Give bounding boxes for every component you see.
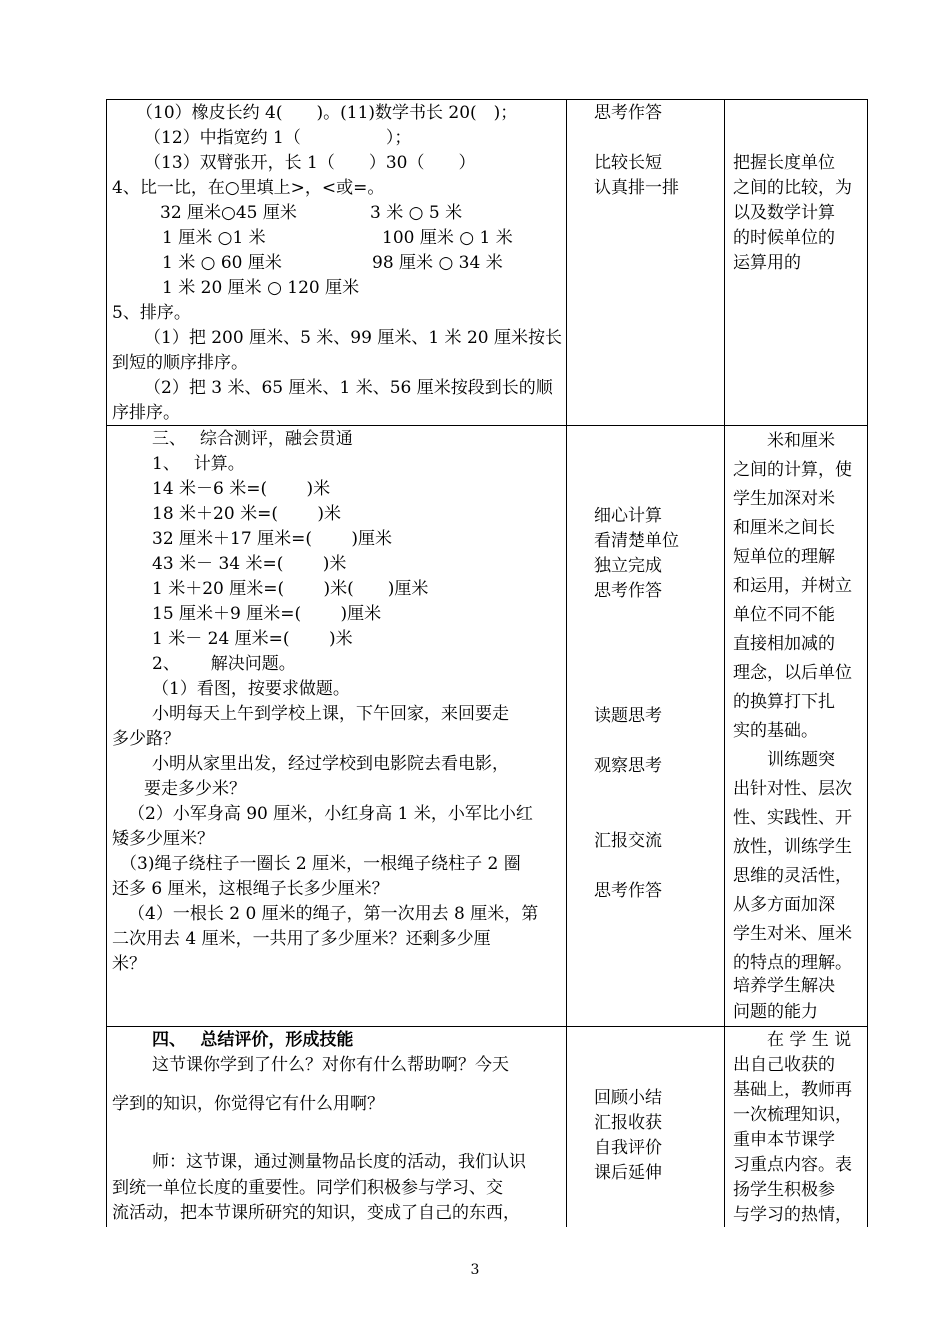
section-heading: 四、 总结评价，形成技能 [152, 1030, 354, 1050]
intent-line: 直接相加减的 [733, 634, 835, 654]
activity-line: 比较长短 [594, 153, 662, 173]
activity-line: 汇报交流 [594, 831, 662, 851]
content-line: 米？ [112, 954, 146, 974]
intent-line: 米和厘米 [767, 431, 835, 451]
row-divider-1 [106, 425, 868, 426]
content-line: 还多 6 厘米，这根绳子长多少厘米？ [112, 879, 389, 899]
intent-line: 之间的计算，使 [733, 460, 852, 480]
content-line: 这节课你学到了什么？对你有什么帮助啊？今天 [152, 1055, 509, 1075]
table-border-top [106, 99, 868, 100]
content-line: 1 厘米 ○1 米 [162, 228, 266, 248]
content-line: （2）小军身高 90 厘米，小红身高 1 米，小军比小红 [128, 804, 533, 824]
content-line: 小明每天上午到学校上课，下午回家，来回要走 [152, 704, 509, 724]
content-line: 到统一单位长度的重要性。同学们积极参与学习、交 [112, 1178, 503, 1198]
content-line: （12）中指宽约 1（ ）； [144, 128, 412, 148]
content-line: 1 米＋20 厘米=( )米( )厘米 [152, 579, 429, 599]
intent-line: 的特点的理解。 [733, 953, 852, 973]
content-line: 师：这节课，通过测量物品长度的活动，我们认识 [152, 1152, 526, 1172]
intent-line: 基础上，教师再 [733, 1080, 852, 1100]
intent-line: 学生加深对米 [733, 489, 835, 509]
intent-line: 和厘米之间长 [733, 518, 835, 538]
content-line: 矮多少厘米？ [112, 829, 214, 849]
content-line: 到短的顺序排序。 [112, 353, 248, 373]
activity-line: 认真排一排 [594, 178, 679, 198]
intent-line: 问题的能力 [733, 1002, 818, 1022]
activity-line: 细心计算 [594, 506, 662, 526]
activity-line: 思考作答 [594, 881, 662, 901]
content-line: 32 厘米○45 厘米 [160, 203, 297, 223]
content-line: 1 米 ○ 60 厘米 [162, 253, 282, 273]
content-line: （2）把 3 米、65 厘米、1 米、56 厘米按段到长的顺 [144, 378, 553, 398]
intent-line: 放性，训练学生 [733, 837, 852, 857]
intent-line: 出自己收获的 [733, 1055, 835, 1075]
content-line: 1 米－ 24 厘米=( )米 [152, 629, 353, 649]
intent-line: 理念，以后单位 [733, 663, 852, 683]
activity-line: 独立完成 [594, 556, 662, 576]
intent-line: 在 学 生 说 [767, 1030, 852, 1050]
content-line: 43 米－ 34 米=( )米 [152, 554, 347, 574]
content-line: 3 米 ○ 5 米 [370, 203, 463, 223]
intent-line: 短单位的理解 [733, 547, 835, 567]
intent-line: 从多方面加深 [733, 895, 835, 915]
content-line: 100 厘米 ○ 1 米 [382, 228, 513, 248]
activity-line: 思考作答 [594, 103, 662, 123]
intent-line: 扬学生积极参 [733, 1180, 835, 1200]
content-line: 小明从家里出发，经过学校到电影院去看电影， [152, 754, 509, 774]
content-line: 序排序。 [112, 403, 180, 423]
table-border-left [106, 99, 107, 1227]
content-line: 18 米＋20 米=( )米 [152, 504, 341, 524]
content-line: （13）双臂张开，长 1（ ）30（ ） [144, 153, 476, 173]
content-line: 15 厘米＋9 厘米=( )厘米 [152, 604, 382, 624]
intent-line: 以及数学计算 [733, 203, 835, 223]
intent-line: 习重点内容。表 [733, 1155, 852, 1175]
table-border-col2 [724, 99, 725, 1227]
content-line: （3)绳子绕柱子一圈长 2 厘米，一根绳子绕柱子 2 圈 [120, 854, 521, 874]
activity-line: 汇报收获 [594, 1113, 662, 1133]
intent-line: 的时候单位的 [733, 228, 835, 248]
intent-line: 出针对性、层次 [733, 779, 852, 799]
content-line: 多少路？ [112, 729, 180, 749]
content-line: （4）一根长 2 0 厘米的绳子，第一次用去 8 厘米，第 [128, 904, 539, 924]
intent-line: 重申本节课学 [733, 1130, 835, 1150]
content-line: 4、比一比，在○里填上>，<或=。 [112, 178, 385, 198]
activity-line: 读题思考 [594, 706, 662, 726]
content-line: 14 米－6 米=( )米 [152, 479, 331, 499]
intent-line: 的换算打下扎 [733, 692, 835, 712]
intent-line: 训练题突 [767, 750, 835, 770]
page-number: 3 [470, 1262, 480, 1278]
row-divider-2 [106, 1026, 868, 1027]
table-border-col1 [566, 99, 567, 1227]
content-line: 98 厘米 ○ 34 米 [372, 253, 503, 273]
intent-line: 性、实践性、开 [733, 808, 852, 828]
activity-line: 自我评价 [594, 1138, 662, 1158]
intent-line: 与学习的热情， [733, 1205, 852, 1225]
content-line: 学到的知识，你觉得它有什么用啊？ [112, 1094, 384, 1114]
table-border-right [867, 99, 868, 1227]
intent-line: 学生对米、厘米 [733, 924, 852, 944]
intent-line: 运算用的 [733, 253, 801, 273]
intent-line: 培养学生解决 [733, 976, 835, 996]
activity-line: 思考作答 [594, 581, 662, 601]
activity-line: 课后延伸 [594, 1163, 662, 1183]
activity-line: 回顾小结 [594, 1088, 662, 1108]
intent-line: 一次梳理知识， [733, 1105, 852, 1125]
content-line: （10）橡皮长约 4( )。(11)数学书长 20( )； [136, 103, 518, 123]
content-line: 1 米 20 厘米 ○ 120 厘米 [162, 278, 360, 298]
section-heading: 三、 综合测评，融会贯通 [152, 429, 353, 449]
activity-line: 观察思考 [594, 756, 662, 776]
intent-line: 把握长度单位 [733, 153, 835, 173]
intent-line: 之间的比较，为 [733, 178, 852, 198]
content-line: 2、 解决问题。 [152, 654, 296, 674]
content-line: 要走多少米？ [144, 779, 246, 799]
content-line: 流活动，把本节课所研究的知识，变成了自己的东西， [112, 1203, 520, 1223]
content-line: 32 厘米＋17 厘米=( )厘米 [152, 529, 392, 549]
intent-line: 单位不同不能 [733, 605, 835, 625]
content-line: 二次用去 4 厘米，一共用了多少厘米？还剩多少厘 [112, 929, 491, 949]
activity-line: 看清楚单位 [594, 531, 679, 551]
intent-line: 和运用，并树立 [733, 576, 852, 596]
intent-line: 思维的灵活性， [733, 866, 852, 886]
intent-line: 实的基础。 [733, 721, 818, 741]
content-line: （1）把 200 厘米、5 米、99 厘米、1 米 20 厘米按长 [144, 328, 562, 348]
content-line: 1、 计算。 [152, 454, 245, 474]
content-line: （1）看图，按要求做题。 [152, 679, 350, 699]
content-line: 5、排序。 [112, 303, 191, 323]
